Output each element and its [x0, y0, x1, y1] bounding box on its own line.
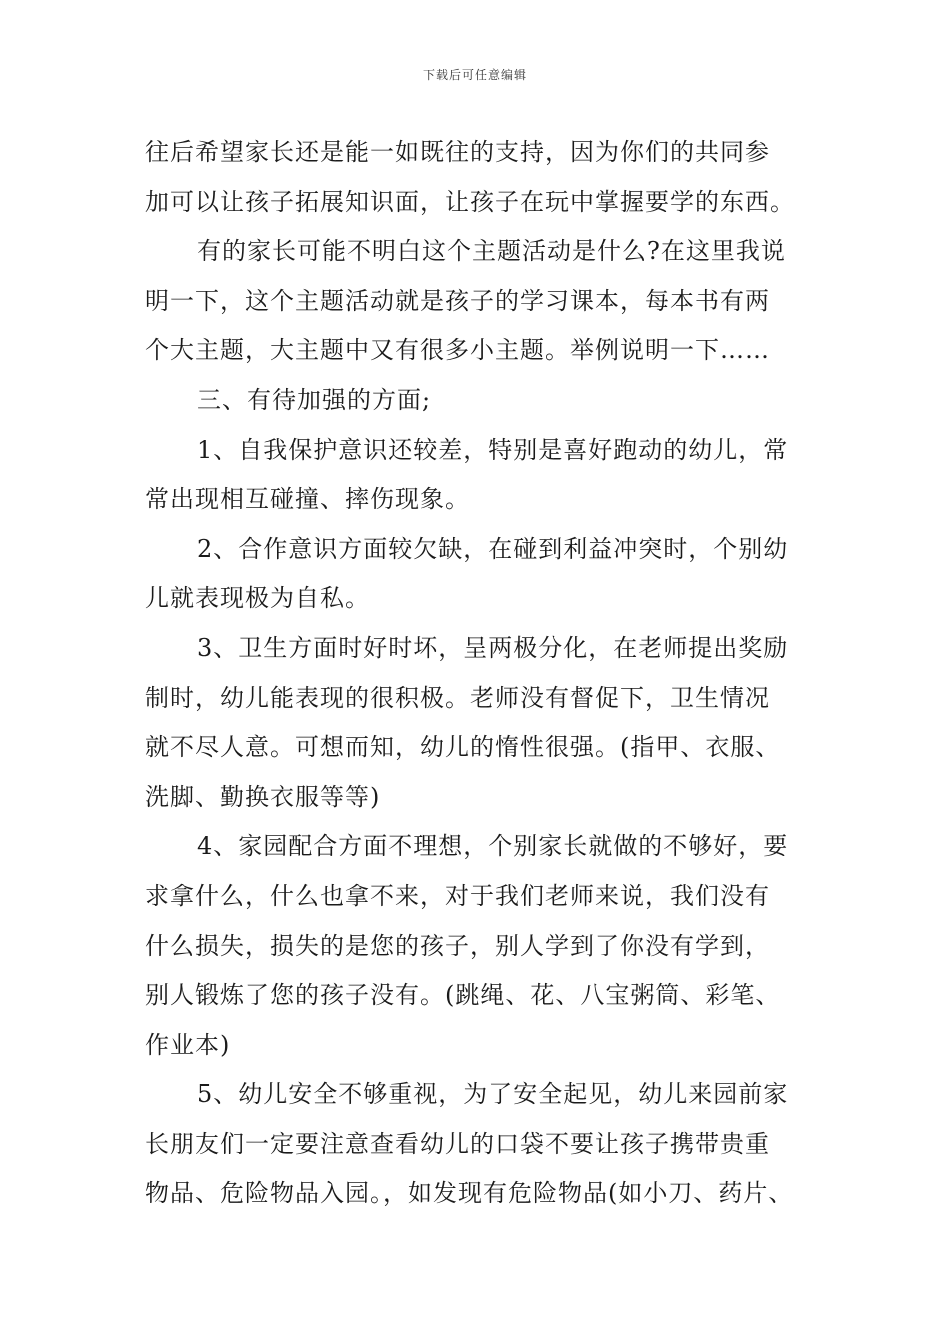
- text-line-4: 明一下，这个主题活动就是孩子的学习课本，每本书有两: [145, 286, 770, 315]
- text-line-10: 儿就表现极为自私。: [145, 584, 370, 613]
- text-line-16: 求拿什么，什么也拿不来，对于我们老师来说，我们没有: [145, 881, 770, 910]
- text-line-17: 什么损失，损失的是您的孩子，别人学到了你没有学到，: [145, 931, 770, 960]
- text-line-5: 个大主题，大主题中又有很多小主题。举例说明一下……: [145, 336, 770, 365]
- text-line-20: 5、幼儿安全不够重视，为了安全起见，幼儿来园前家: [197, 1080, 789, 1109]
- text-line-19: 作业本): [145, 1030, 231, 1059]
- text-line-11: 3、卫生方面时好时坏，呈两极分化，在老师提出奖励: [197, 633, 789, 662]
- text-line-14: 洗脚、勤换衣服等等): [145, 782, 381, 811]
- text-line-1: 往后希望家长还是能一如既往的支持，因为你们的共同参: [145, 138, 770, 166]
- section-heading: 三、有待加强的方面;: [197, 385, 432, 414]
- text-line-15: 4、家园配合方面不理想，个别家长就做的不够好，要: [197, 832, 789, 861]
- text-line-8: 常出现相互碰撞、摔伤现象。: [145, 485, 470, 514]
- text-line-3: 有的家长可能不明白这个主题活动是什么?在这里我说: [197, 237, 786, 266]
- page-header-note: 下载后可任意编辑: [422, 68, 527, 82]
- document-body: [145, 128, 835, 1219]
- text-line-9: 2、合作意识方面较欠缺，在碰到利益冲突时，个别幼: [197, 534, 789, 563]
- text-line-22: 物品、危险物品入园。，如发现有危险物品(如小刀、药片、: [145, 1179, 794, 1208]
- text-line-2: 加可以让孩子拓展知识面，让孩子在玩中掌握要学的东西。: [145, 187, 795, 216]
- text-line-13: 就不尽人意。可想而知，幼儿的惰性很强。(指甲、衣服、: [145, 733, 781, 762]
- text-line-21: 长朋友们一定要注意查看幼儿的口袋不要让孩子携带贵重: [145, 1129, 770, 1158]
- text-line-18: 别人锻炼了您的孩子没有。(跳绳、花、八宝粥筒、彩笔、: [145, 981, 781, 1010]
- text-line-7: 1、自我保护意识还较差，特别是喜好跑动的幼儿，常: [197, 435, 789, 464]
- text-line-12: 制时，幼儿能表现的很积极。老师没有督促下，卫生情况: [145, 683, 770, 712]
